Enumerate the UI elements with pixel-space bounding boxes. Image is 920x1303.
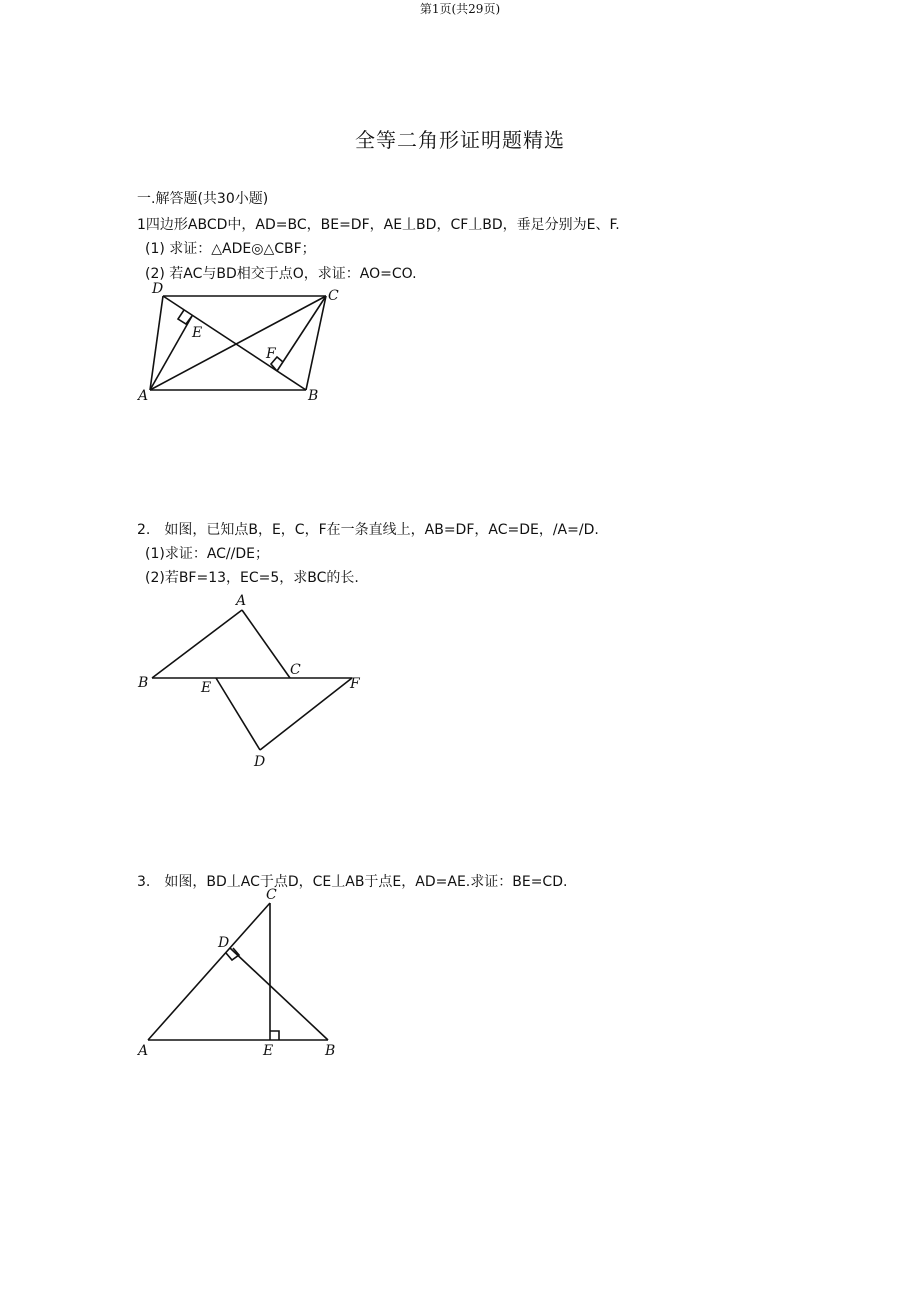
problem-1-part-2: (2) 若AC与BD相交于点O，求证：AO=CO.	[145, 266, 417, 282]
segment-db	[163, 296, 306, 390]
label-c: C	[290, 662, 301, 678]
right-angle-mark-e	[178, 310, 192, 324]
segment-db	[230, 948, 328, 1040]
label-b: B	[325, 1043, 336, 1059]
label-d: D	[152, 281, 164, 297]
label-c: C	[266, 887, 277, 903]
problem-2-part-1: (1)求证：AC//DE；	[145, 546, 269, 562]
problem-2-statement: 2. 如图，已知点B，E，C，F在一条直线上，AB=DF，AC=DE，/A=/D.	[137, 522, 599, 538]
segment-df	[260, 678, 352, 750]
page-indicator: 第1页(共29页)	[419, 2, 501, 16]
segment-ac	[148, 903, 270, 1040]
problem-1-statement: 1四边形ABCD中，AD=BC，BE=DF，AE丄BD，CF丄BD，垂足分别为E、F.	[137, 217, 620, 233]
label-b: B	[138, 675, 149, 691]
problem-2-figure	[130, 588, 370, 773]
segment-ad	[150, 296, 163, 390]
document-title: 全等二角形证明题精选	[355, 128, 565, 152]
label-f: F	[350, 676, 360, 692]
problem-3-figure	[130, 885, 350, 1065]
label-a: A	[138, 1043, 149, 1059]
problem-1-figure	[130, 278, 350, 408]
problem-2-part-2: (2)若BF=13，EC=5，求BC的长.	[145, 570, 359, 586]
section-heading: 一.解答题(共30小题)	[137, 191, 269, 207]
label-c: C	[328, 288, 339, 304]
problem-3-statement: 3. 如图，BD丄AC于点D，CE丄AB于点E，AD=AE.求证：BE=CD.	[137, 874, 568, 890]
segment-ac	[242, 610, 290, 678]
segment-ba	[152, 610, 242, 678]
label-e: E	[263, 1043, 274, 1059]
label-d: D	[254, 754, 266, 770]
label-a: A	[236, 593, 247, 609]
problem-1-part-1: (1) 求证：△ADE◎△CBF；	[145, 241, 316, 257]
right-angle-mark-e	[270, 1031, 279, 1040]
label-b: B	[308, 388, 319, 404]
label-e: E	[201, 680, 212, 696]
segment-ed	[216, 678, 260, 750]
label-a: A	[138, 388, 149, 404]
label-d: D	[218, 935, 230, 951]
label-f: F	[266, 346, 276, 362]
label-e: E	[192, 325, 203, 341]
